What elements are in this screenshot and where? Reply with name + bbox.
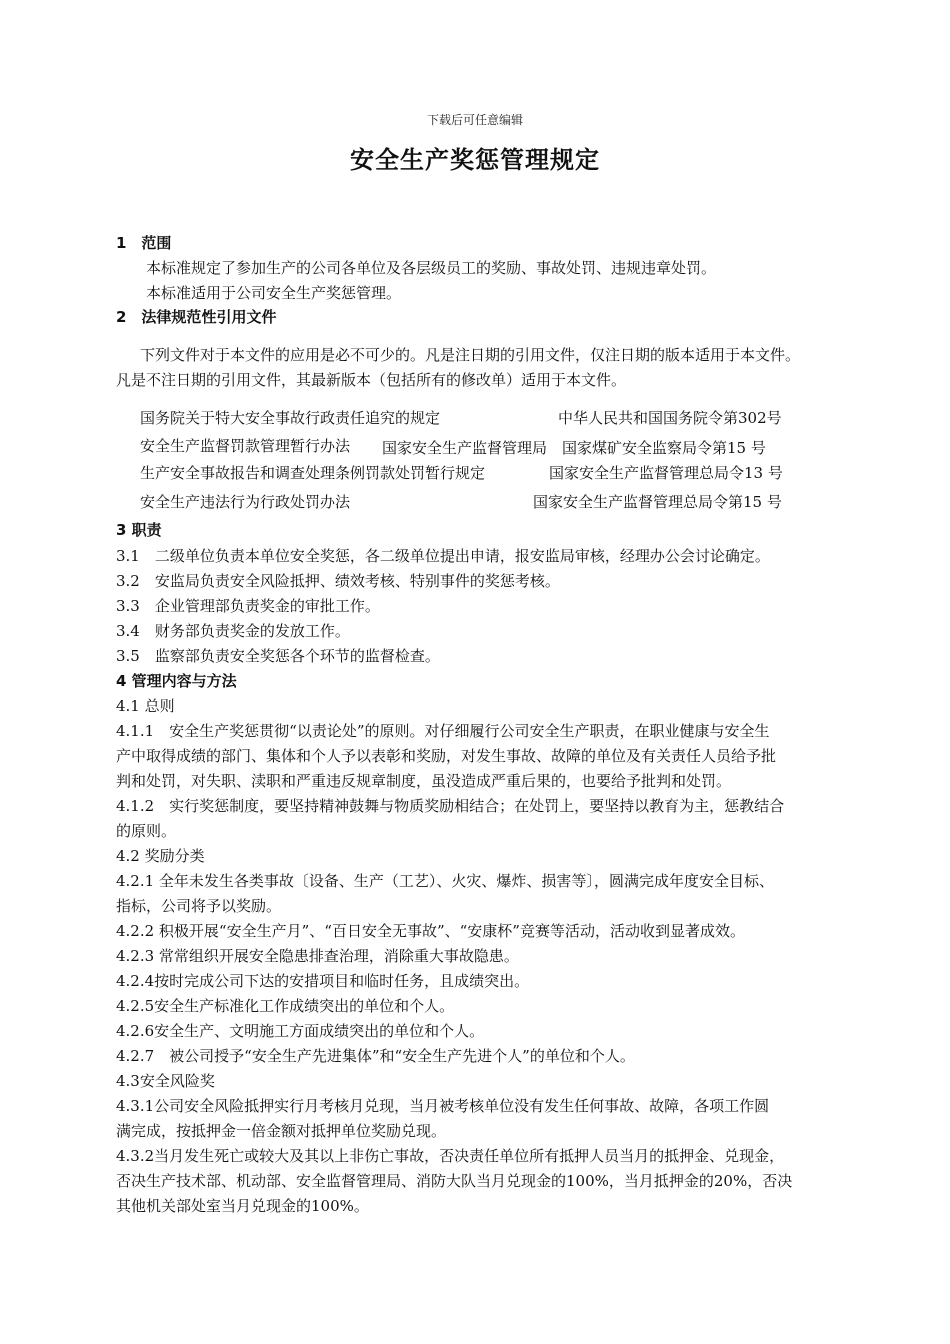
paragraph-4-3-2-line: 否决生产技术部、机动部、安全监督管理局、消防大队当月兑现金的100%，当月抵押金的20%，否决	[116, 1172, 793, 1190]
paragraph-4-1-1-line: 4.1.1 安全生产奖惩贯彻“以责论处”的原则。对仔细履行公司安全生产职责，在职业健康与安全生	[116, 722, 770, 740]
subsection-4-2-heading: 4.2 奖励分类	[116, 847, 205, 865]
section-2-intro-line-2: 凡是不注日期的引用文件，其最新版本（包括所有的修改单）适用于本文件。	[116, 371, 627, 389]
paragraph-4-3-2-line: 其他机关部处室当月兑现金的100%。	[116, 1197, 369, 1215]
paragraph-4-1-2-line: 的原则。	[116, 822, 177, 840]
section-2-heading: 2 法律规范性引用文件	[116, 308, 277, 326]
section-1-heading: 1 范围	[116, 234, 172, 252]
paragraph-4-2-4: 4.2.4按时完成公司下达的安措项目和临时任务，且成绩突出。	[116, 972, 530, 990]
section-3-item: 3.1 二级单位负责本单位安全奖惩，各二级单位提出申请，报安监局审核，经理办公会讨论确定。	[116, 547, 770, 565]
paragraph-4-2-5: 4.2.5安全生产标准化工作成绩突出的单位和个人。	[116, 997, 455, 1015]
paragraph-4-3-2-line: 4.3.2当月发生死亡或较大及其以上非伤亡事故，否决责任单位所有抵押人员当月的抵押金、兑现金，	[116, 1147, 785, 1165]
section-1-paragraph-2: 本标准适用于公司安全生产奖惩管理。	[146, 284, 402, 302]
reference-name: 安全生产监督罚款管理暂行办法	[140, 437, 351, 455]
section-3-item: 3.2 安监局负责安全风险抵押、绩效考核、特别事件的奖惩考核。	[116, 572, 560, 590]
document-title: 安全生产奖惩管理规定	[350, 146, 600, 174]
paragraph-4-1-1-line: 产中取得成绩的部门、集体和个人予以表彰和奖励，对发生事故、故障的单位及有关责任人员给予批	[116, 747, 777, 765]
paragraph-4-3-1-line: 4.3.1公司安全风险抵押实行月考核月兑现，当月被考核单位没有发生任何事故、故障，各项工作圆	[116, 1097, 770, 1115]
paragraph-4-3-1-line: 满完成，按抵押金一倍金额对抵押单位奖励兑现。	[116, 1122, 447, 1140]
reference-source: 国家安全生产监督管理局 国家煤矿安全监察局令第15 号	[382, 439, 766, 457]
paragraph-4-2-2: 4.2.2 积极开展“安全生产月”、“百日安全无事故”、“安康杯”竞赛等活动，活动收到显著成效。	[116, 922, 745, 940]
reference-name: 生产安全事故报告和调查处理条例罚款处罚暂行规定	[140, 464, 486, 482]
reference-source: 国家安全生产监督管理总局令第15 号	[533, 493, 782, 511]
reference-name: 国务院关于特大安全事故行政责任追究的规定	[140, 409, 441, 427]
header-note: 下载后可任意编辑	[426, 113, 523, 127]
paragraph-4-2-1-line: 指标，公司将予以奖励。	[116, 897, 282, 915]
subsection-4-3-heading: 4.3安全风险奖	[116, 1072, 215, 1090]
paragraph-4-2-1-line: 4.2.1 全年未发生各类事故〔设备、生产（工艺）、火灾、爆炸、损害等〕，圆满完成年度安全目标、	[116, 872, 774, 890]
reference-name: 安全生产违法行为行政处罚办法	[140, 493, 351, 511]
section-3-item: 3.3 企业管理部负责奖金的审批工作。	[116, 597, 380, 615]
paragraph-4-1-2-line: 4.1.2 实行奖惩制度，要坚持精神鼓舞与物质奖励相结合；在处罚上，要坚持以教育为主，惩教结合	[116, 797, 785, 815]
subsection-4-1-heading: 4.1 总则	[116, 697, 175, 715]
section-1-paragraph-1: 本标准规定了参加生产的公司各单位及各层级员工的奖励、事故处罚、违规违章处罚。	[146, 259, 717, 277]
section-3-item: 3.4 财务部负责奖金的发放工作。	[116, 622, 350, 640]
paragraph-4-2-7: 4.2.7 被公司授予“安全生产先进集体”和“安全生产先进个人”的单位和个人。	[116, 1047, 635, 1065]
section-2-intro-line-1: 下列文件对于本文件的应用是必不可少的。凡是注日期的引用文件，仅注日期的版本适用于本文件。	[140, 346, 801, 364]
reference-source: 中华人民共和国国务院令第302号	[558, 409, 782, 427]
paragraph-4-1-1-line: 判和处罚，对失职、渎职和严重违反规章制度，虽没造成严重后果的，也要给予批判和处罚。	[116, 772, 732, 790]
section-3-heading: 3 职责	[116, 521, 162, 539]
paragraph-4-2-6: 4.2.6安全生产、文明施工方面成绩突出的单位和个人。	[116, 1022, 485, 1040]
section-3-item: 3.5 监察部负责安全奖惩各个环节的监督检查。	[116, 647, 440, 665]
reference-source: 国家安全生产监督管理总局令13 号	[549, 464, 783, 482]
section-4-heading: 4 管理内容与方法	[116, 672, 237, 690]
paragraph-4-2-3: 4.2.3 常常组织开展安全隐患排查治理，消除重大事故隐患。	[116, 947, 519, 965]
